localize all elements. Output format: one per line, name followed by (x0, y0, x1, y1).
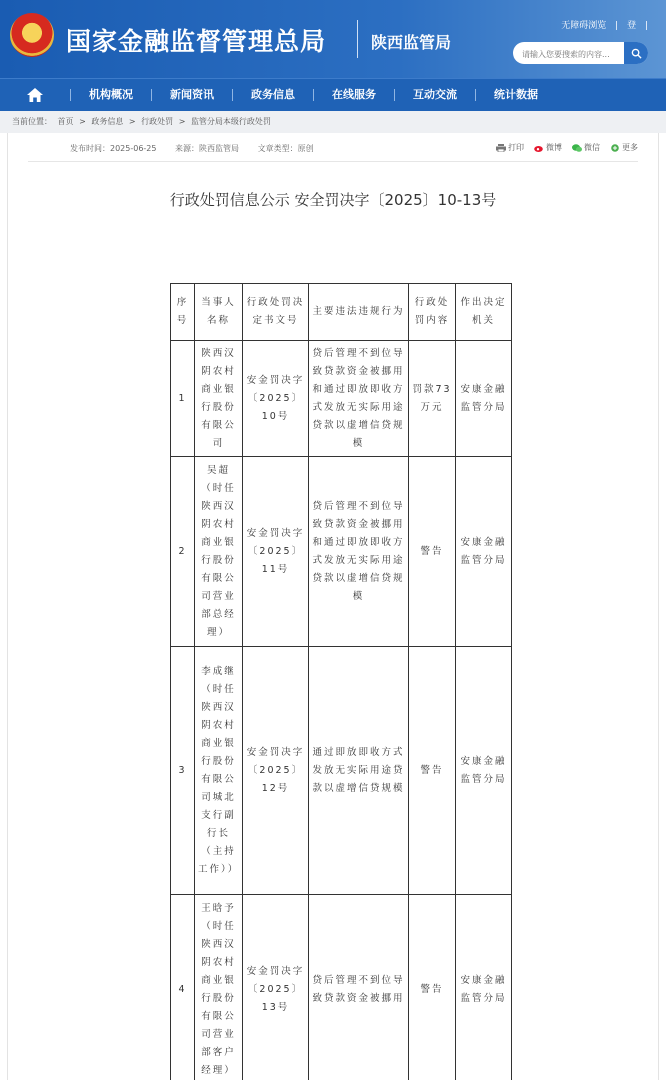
cell-authority: 安康金融监管分局 (456, 895, 512, 1080)
cell-name: 陕西汉阴农村商业银行股份有限公司 (195, 341, 243, 457)
nav-home[interactable] (0, 88, 70, 102)
breadcrumb-label: 当前位置： (12, 117, 52, 126)
header-fact: 主要违法违规行为 (309, 284, 409, 341)
site-title[interactable]: 国家金融监督管理总局 (66, 27, 327, 56)
meta-divider (28, 161, 638, 162)
site-header (0, 0, 666, 78)
home-icon (27, 88, 43, 102)
branch-title[interactable]: 陕西监管局 (371, 33, 452, 52)
accessibility-link[interactable]: 无障碍浏览 (561, 21, 607, 31)
header-doc: 行政处罚决定书文号 (243, 284, 309, 341)
wechat-label: 微信 (584, 143, 600, 152)
nav-item-news[interactable]: 新闻资讯 (151, 89, 232, 101)
search-button[interactable] (624, 42, 648, 64)
cell-penalty: 警告 (409, 647, 456, 895)
article-type: 文章类型：原创 (257, 144, 314, 153)
cell-doc: 安金罚决字〔2025〕10号 (243, 341, 309, 457)
more-icon (610, 144, 620, 152)
cell-fact: 贷后管理不到位导致贷款资金被挪用和通过即放即收方式发放无实际用途贷款以虚增信贷规模 (309, 341, 409, 457)
cell-doc: 安金罚决字〔2025〕11号 (243, 457, 309, 647)
login-link[interactable]: 登 (627, 21, 637, 31)
divider-text: | (615, 21, 619, 31)
weibo-icon (534, 144, 544, 152)
table-row (171, 647, 512, 895)
cell-fact: 通过即放即收方式发放无实际用途贷款以虚增信贷规模 (309, 647, 409, 895)
print-icon (496, 144, 506, 152)
article-source: 来源：陕西监管局 (175, 144, 240, 153)
breadcrumb (0, 111, 666, 133)
article-title: 行政处罚信息公示 安全罚决字〔2025〕10-13号 (169, 191, 497, 209)
cell-authority: 安康金融监管分局 (456, 457, 512, 647)
table-header-row (171, 284, 512, 341)
nav-item-statistics[interactable]: 统计数据 (475, 89, 556, 101)
cell-authority: 安康金融监管分局 (456, 647, 512, 895)
header-no: 序号 (171, 284, 195, 341)
print-label: 打印 (508, 143, 524, 152)
breadcrumb-separator: > (178, 117, 186, 126)
breadcrumb-item-home[interactable]: 首页 (57, 117, 74, 126)
top-links (555, 18, 648, 31)
article-content (7, 133, 659, 1080)
cell-fact: 贷后管理不到位导致贷款资金被挪用和通过即放即收方式发放无实际用途贷款以虚增信贷规模 (309, 457, 409, 647)
cell-penalty: 罚款73万元 (409, 341, 456, 457)
article-meta (70, 143, 330, 154)
search-icon (631, 48, 642, 59)
print-button[interactable] (496, 142, 524, 153)
breadcrumb-item-current[interactable]: 监管分局本级行政处罚 (190, 117, 271, 126)
divider-text: | (644, 21, 648, 31)
cell-no: 3 (171, 647, 195, 895)
publish-time: 发布时间：2025-06-25 (70, 144, 157, 153)
header-name: 当事人名称 (195, 284, 243, 341)
cell-name: 李成继（时任陕西汉阴农村商业银行股份有限公司城北支行副行长（主持工作）） (195, 647, 243, 895)
cell-no: 2 (171, 457, 195, 647)
nav-item-government[interactable]: 政务信息 (232, 89, 313, 101)
breadcrumb-item-government[interactable]: 政务信息 (91, 117, 124, 126)
header-divider (357, 20, 358, 58)
penalty-table (170, 283, 512, 1080)
breadcrumb-separator: > (79, 117, 86, 126)
nav-item-interaction[interactable]: 互动交流 (394, 89, 475, 101)
more-button[interactable] (610, 142, 638, 153)
weibo-button[interactable] (534, 142, 562, 153)
cell-fact: 贷后管理不到位导致贷款资金被挪用 (309, 895, 409, 1080)
table-row (171, 341, 512, 457)
search-box (513, 42, 648, 64)
search-input[interactable] (513, 44, 621, 66)
nav-item-services[interactable]: 在线服务 (313, 89, 394, 101)
wechat-icon (572, 144, 582, 152)
cell-no: 1 (171, 341, 195, 457)
cell-doc: 安金罚决字〔2025〕12号 (243, 647, 309, 895)
breadcrumb-item-penalty[interactable]: 行政处罚 (141, 117, 174, 126)
cell-name: 王晗予（时任陕西汉阴农村商业银行股份有限公司营业部客户经理） (195, 895, 243, 1080)
header-penalty: 行政处罚内容 (409, 284, 456, 341)
main-nav (0, 78, 666, 111)
header-authority: 作出决定机关 (456, 284, 512, 341)
national-emblem-icon: ★ (10, 13, 54, 57)
weibo-label: 微博 (546, 143, 562, 152)
cell-doc: 安金罚决字〔2025〕13号 (243, 895, 309, 1080)
table-row (171, 895, 512, 1080)
more-label: 更多 (622, 143, 638, 152)
cell-authority: 安康金融监管分局 (456, 341, 512, 457)
cell-no: 4 (171, 895, 195, 1080)
table-row (171, 457, 512, 647)
cell-name: 吴超（时任陕西汉阴农村商业银行股份有限公司营业部总经理） (195, 457, 243, 647)
share-bar (496, 142, 638, 153)
cell-penalty: 警告 (409, 457, 456, 647)
wechat-button[interactable] (572, 142, 600, 153)
cell-penalty: 警告 (409, 895, 456, 1080)
nav-item-about[interactable]: 机构概况 (70, 89, 151, 101)
breadcrumb-separator: > (128, 117, 136, 126)
